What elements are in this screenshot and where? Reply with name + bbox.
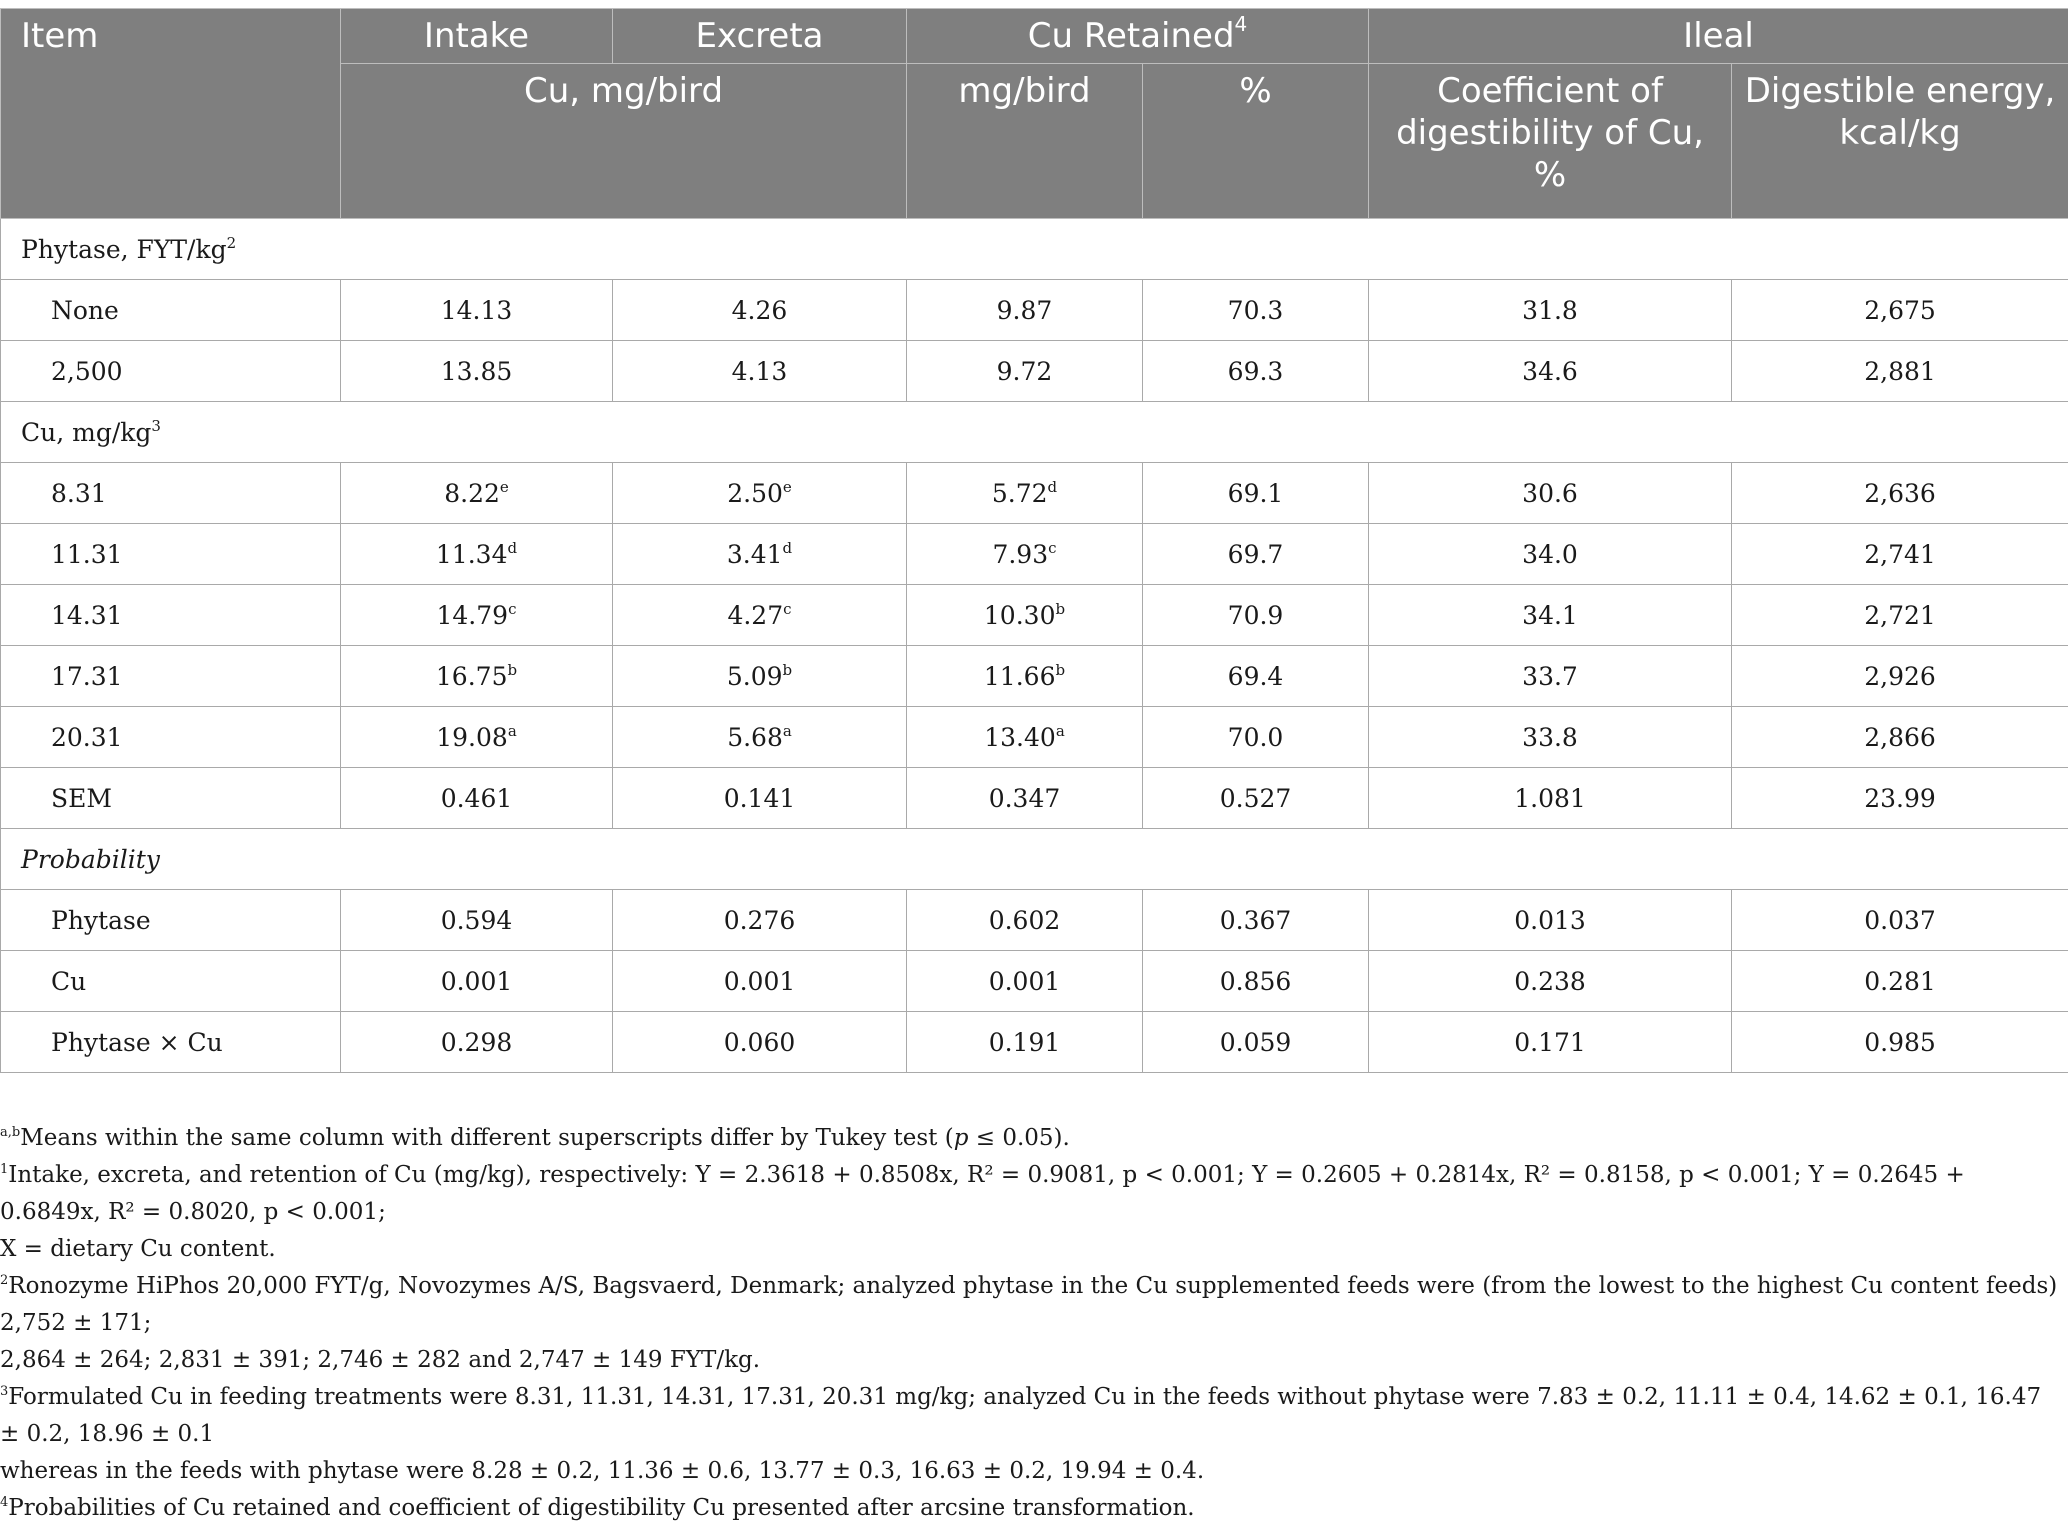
table-row: Phytase × Cu 0.298 0.060 0.191 0.059 0.171 0.985	[1, 1012, 2068, 1073]
table-row: 14.31 14.79$^c$ 4.27$^c$ 10.30$^b$ 70.9 34.1 2,721	[1, 585, 2068, 646]
header-excreta: Excreta	[613, 9, 907, 64]
footnote-3: $^3$Formulated Cu in feeding treatments were 8.31, 11.31, 14.31, 17.31, 20.31 mg/kg; analyzed Cu in the feeds without phytase were 7.83 ± 0.2, 11.11 ± 0.4, 14.62 ± 0.1, 16.47 ± 0.2, 18.96 ± 0.1 whereas in the feeds with phytase were 8.28 ± 0.2, 11.36 ± 0.6, 13.77 ± 0.3, 16.63 ± 0.2, 19.94 ± 0.4.	[0, 1379, 2060, 1490]
footnote-4: $^4$Probabilities of Cu retained and coefficient of digestibility Cu presented after arcsine transformation.	[0, 1490, 2060, 1527]
footnote-2: $^2$Ronozyme HiPhos 20,000 FYT/g, Novozymes A/S, Bagsvaerd, Denmark; analyzed phytase in the Cu supplemented feeds were (from the lowest to the highest Cu content feeds) 2,752 ± 171; 2,864 ± 264; 2,831 ± 391; 2,746 ± 282 and 2,747 ± 149 FYT/kg.	[0, 1268, 2060, 1379]
section-label: Probability	[1, 829, 2068, 890]
table-row: SEM 0.461 0.141 0.347 0.527 1.081 23.99	[1, 768, 2068, 829]
header-percent: %	[1143, 64, 1369, 219]
section-row-phytase	[1, 219, 2068, 280]
footnote-ab: $^{a,b}$Means within the same column with different superscripts differ by Tukey test (p ≤ 0.05).	[0, 1120, 2060, 1157]
data-table	[0, 8, 2068, 1073]
table-footnotes	[0, 1120, 2060, 1527]
header-row-1	[1, 9, 2068, 64]
section-row-probability	[1, 829, 2068, 890]
table-wrapper	[0, 8, 2068, 1073]
header-mg-bird: mg/bird	[907, 64, 1143, 219]
table-row: 2,500 13.85 4.13 9.72 69.3 34.6 2,881	[1, 341, 2068, 402]
section-label: Cu, $mg/kg^3$	[1, 402, 2068, 463]
footnote-1: $^1$Intake, excreta, and retention of Cu (mg/kg), respectively: Y = 2.3618 + 0.8508x, R² = 0.9081, p < 0.001; Y = 0.2605 + 0.2814x, R² = 0.8158, p < 0.001; Y = 0.2645 + 0.6849x, R² = 0.8020, p < 0.001; X = dietary Cu content.	[0, 1157, 2060, 1268]
header-cu-mg-bird: Cu, mg/bird	[341, 64, 907, 219]
table-row: Phytase 0.594 0.276 0.602 0.367 0.013 0.037	[1, 890, 2068, 951]
table-row: 17.31 16.75$^b$ 5.09$^b$ 11.66$^b$ 69.4 33.7 2,926	[1, 646, 2068, 707]
header-ileal: Ileal	[1369, 9, 2068, 64]
table-row: 20.31 19.08$^a$ 5.68$^a$ 13.40$^a$ 70.0 33.8 2,866	[1, 707, 2068, 768]
header-item: Item	[1, 9, 341, 219]
header-dig-energy: Digestible energy, kcal/kg	[1732, 64, 2068, 219]
section-label: Phytase, FYT/$kg^2$	[1, 219, 2068, 280]
table-row: None 14.13 4.26 9.87 70.3 31.8 2,675	[1, 280, 2068, 341]
table-row: 11.31 11.34$^d$ 3.41$^d$ 7.93$^c$ 69.7 34.0 2,741	[1, 524, 2068, 585]
section-row-cu	[1, 402, 2068, 463]
header-cu-retained: Cu Retained$^4$	[907, 9, 1369, 64]
table-row: Cu 0.001 0.001 0.001 0.856 0.238 0.281	[1, 951, 2068, 1012]
header-intake: Intake	[341, 9, 613, 64]
table-row: 8.31 8.22e 2.50e 5.72$^d$ 69.1 30.6 2,636	[1, 463, 2068, 524]
header-coef-dig: Coefficient of digestibility of Cu, %	[1369, 64, 1732, 219]
